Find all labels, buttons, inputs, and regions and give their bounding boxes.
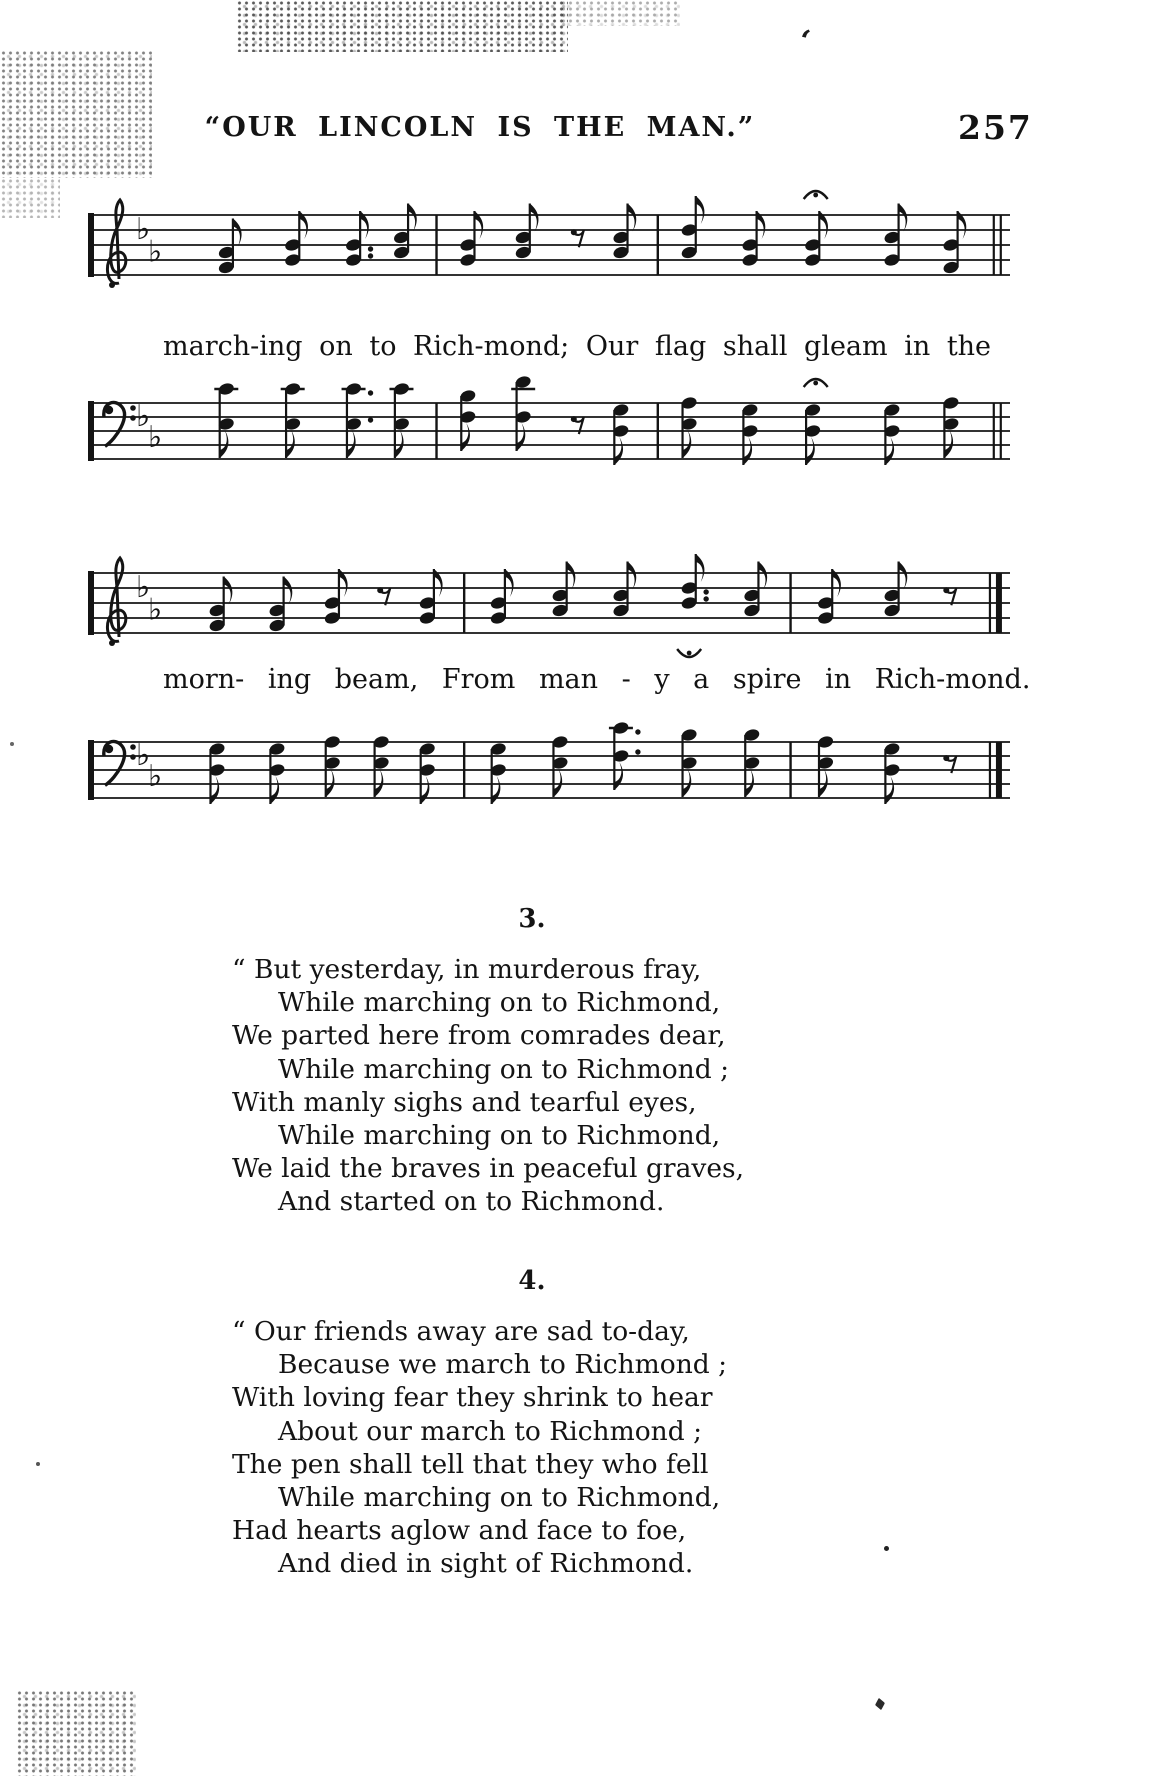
scan-mark-left-dot	[36, 1462, 40, 1466]
svg-text:♭: ♭	[136, 738, 151, 773]
scan-mark-dot	[884, 1546, 889, 1551]
bass-staff-1	[88, 350, 1010, 504]
verse-line: While marching on to Richmond,	[278, 1120, 721, 1152]
verse-line: With manly sighs and tearful eyes,	[232, 1086, 697, 1118]
svg-text:♭: ♭	[136, 399, 151, 434]
svg-text:♭: ♭	[136, 212, 151, 247]
scan-mark-bottom-right	[875, 1698, 885, 1710]
verse-line: Had hearts aglow and face to foe,	[232, 1515, 687, 1547]
svg-text:♭: ♭	[148, 234, 163, 270]
verse-line: We parted here from comrades dear,	[232, 1020, 726, 1052]
verse-line: “ But yesterday, in murderous fray,	[232, 954, 702, 985]
page-title: “OUR LINCOLN IS THE MAN.”	[204, 112, 756, 143]
verse-4-section	[232, 1266, 832, 1581]
scan-noise-top-2	[560, 0, 680, 26]
verse-line: And died in sight of Richmond.	[278, 1548, 694, 1580]
verse-line: We laid the braves in peaceful graves,	[232, 1153, 745, 1185]
scan-noise-left-corner	[0, 50, 152, 178]
verse-4-lines	[232, 1315, 832, 1581]
verse-4-number: 4.	[518, 1266, 546, 1296]
verse-3-lines	[232, 953, 832, 1219]
svg-text:♭: ♭	[148, 420, 163, 455]
verse-3-section	[232, 904, 832, 1219]
verse-line: “ Our friends away are sad to-day,	[232, 1316, 690, 1347]
page-number: 257	[958, 108, 1033, 147]
scan-mark-top-right: ‘	[795, 23, 813, 60]
svg-text:♭: ♭	[148, 592, 163, 628]
bass-staff-2	[88, 698, 1010, 842]
verse-line: The pen shall tell that they who fell	[232, 1448, 709, 1480]
lyric-line-2: morn- ing beam, From man - y a spire in Rich-mond.	[163, 664, 1031, 695]
verse-line: While marching on to Richmond,	[278, 1482, 721, 1514]
scan-noise-top	[236, 0, 568, 52]
treble-staff-1	[88, 183, 1010, 315]
verse-line: With loving fear they shrink to hear	[232, 1382, 713, 1414]
scan-mark-left-dot-2	[10, 742, 14, 746]
verse-3-number: 3.	[518, 904, 546, 934]
verse-line: While marching on to Richmond ;	[278, 1053, 730, 1085]
verse-line: And started on to Richmond.	[278, 1186, 665, 1218]
svg-text:♭: ♭	[136, 570, 151, 605]
verse-line: While marching on to Richmond,	[278, 987, 721, 1019]
verse-line: About our march to Richmond ;	[278, 1415, 703, 1447]
scan-noise-bottom-left	[16, 1690, 136, 1776]
svg-text:♭: ♭	[148, 759, 163, 794]
scan-noise-left-edge	[0, 178, 60, 218]
treble-staff-2	[88, 543, 1010, 673]
verse-line: Because we march to Richmond ;	[278, 1349, 728, 1381]
lyric-line-1: march-ing on to Rich-mond; Our flag shall gleam in the	[163, 331, 992, 362]
